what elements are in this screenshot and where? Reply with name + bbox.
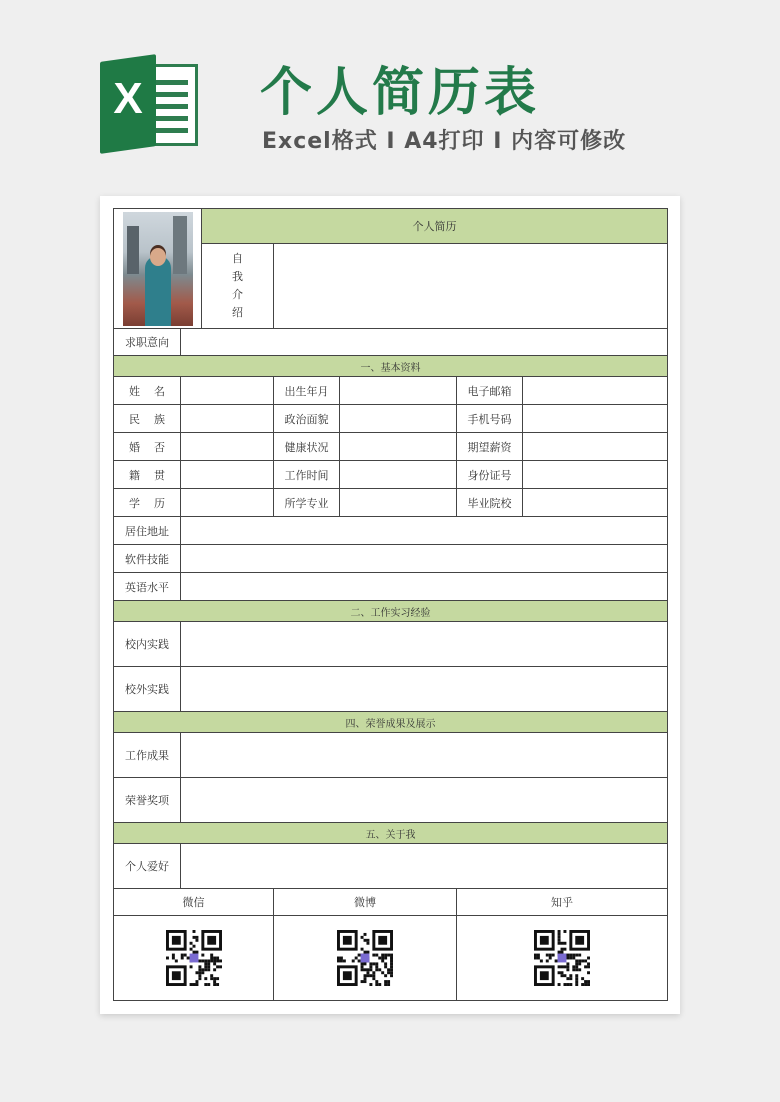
hobby-field[interactable] [181,844,668,889]
email-field[interactable] [523,377,668,405]
marital-field[interactable] [181,433,274,461]
address-label: 居住地址 [114,517,181,545]
hobby-label: 个人爱好 [114,844,181,889]
job-intent-label: 求职意向 [114,329,181,356]
name-label: 姓名 [114,377,181,405]
education-label: 学历 [114,489,181,517]
zhihu-label: 知乎 [457,889,668,916]
wechat-qr-cell [114,916,274,1001]
education-field[interactable] [181,489,274,517]
offcampus-practice-field[interactable] [181,667,668,712]
campus-practice-field[interactable] [181,622,668,667]
page-title: 个人简历表 [260,63,541,123]
job-intent-field[interactable] [181,329,668,356]
phone-label: 手机号码 [457,405,523,433]
address-field[interactable] [181,517,668,545]
offcampus-practice-label: 校外实践 [114,667,181,712]
salary-label: 期望薪资 [457,433,523,461]
section-basic-info: 一、基本资料 [114,356,668,377]
section-work-experience: 二、工作实习经验 [114,601,668,622]
ethnicity-field[interactable] [181,405,274,433]
birth-field[interactable] [340,377,457,405]
logo-letter: X [113,74,143,123]
birth-label: 出生年月 [274,377,340,405]
zhihu-qr-icon [534,930,590,986]
english-field[interactable] [181,573,668,601]
software-label: 软件技能 [114,545,181,573]
self-intro-label: 自我介绍 [202,244,274,329]
resume-title: 个人简历 [202,209,668,244]
phone-field[interactable] [523,405,668,433]
achievements-field[interactable] [181,733,668,778]
excel-logo-icon [100,58,198,150]
health-label: 健康状况 [274,433,340,461]
honors-field[interactable] [181,778,668,823]
wechat-label: 微信 [114,889,274,916]
salary-field[interactable] [523,433,668,461]
email-label: 电子邮箱 [457,377,523,405]
political-field[interactable] [340,405,457,433]
health-field[interactable] [340,433,457,461]
id-number-field[interactable] [523,461,668,489]
weibo-qr-icon [337,930,393,986]
page-subtitle: Excel格式 I A4打印 I 内容可修改 [262,129,627,154]
software-field[interactable] [181,545,668,573]
work-time-field[interactable] [340,461,457,489]
zhihu-qr-cell [457,916,668,1001]
hometown-label: 籍贯 [114,461,181,489]
english-label: 英语水平 [114,573,181,601]
major-label: 所学专业 [274,489,340,517]
weibo-qr-cell [274,916,457,1001]
achievements-label: 工作成果 [114,733,181,778]
marital-label: 婚否 [114,433,181,461]
name-field[interactable] [181,377,274,405]
campus-practice-label: 校内实践 [114,622,181,667]
school-label: 毕业院校 [457,489,523,517]
resume-table [113,208,668,1001]
honors-label: 荣誉奖项 [114,778,181,823]
ethnicity-label: 民族 [114,405,181,433]
page-header [0,0,780,190]
wechat-qr-icon [166,930,222,986]
id-number-label: 身份证号 [457,461,523,489]
school-field[interactable] [523,489,668,517]
political-label: 政治面貌 [274,405,340,433]
self-intro-field[interactable] [274,244,668,329]
work-time-label: 工作时间 [274,461,340,489]
section-about-me: 五、关于我 [114,823,668,844]
weibo-label: 微博 [274,889,457,916]
section-honors: 四、荣誉成果及展示 [114,712,668,733]
major-field[interactable] [340,489,457,517]
hometown-field[interactable] [181,461,274,489]
profile-photo [123,212,193,326]
resume-sheet [100,196,680,1014]
photo-cell [114,209,202,329]
